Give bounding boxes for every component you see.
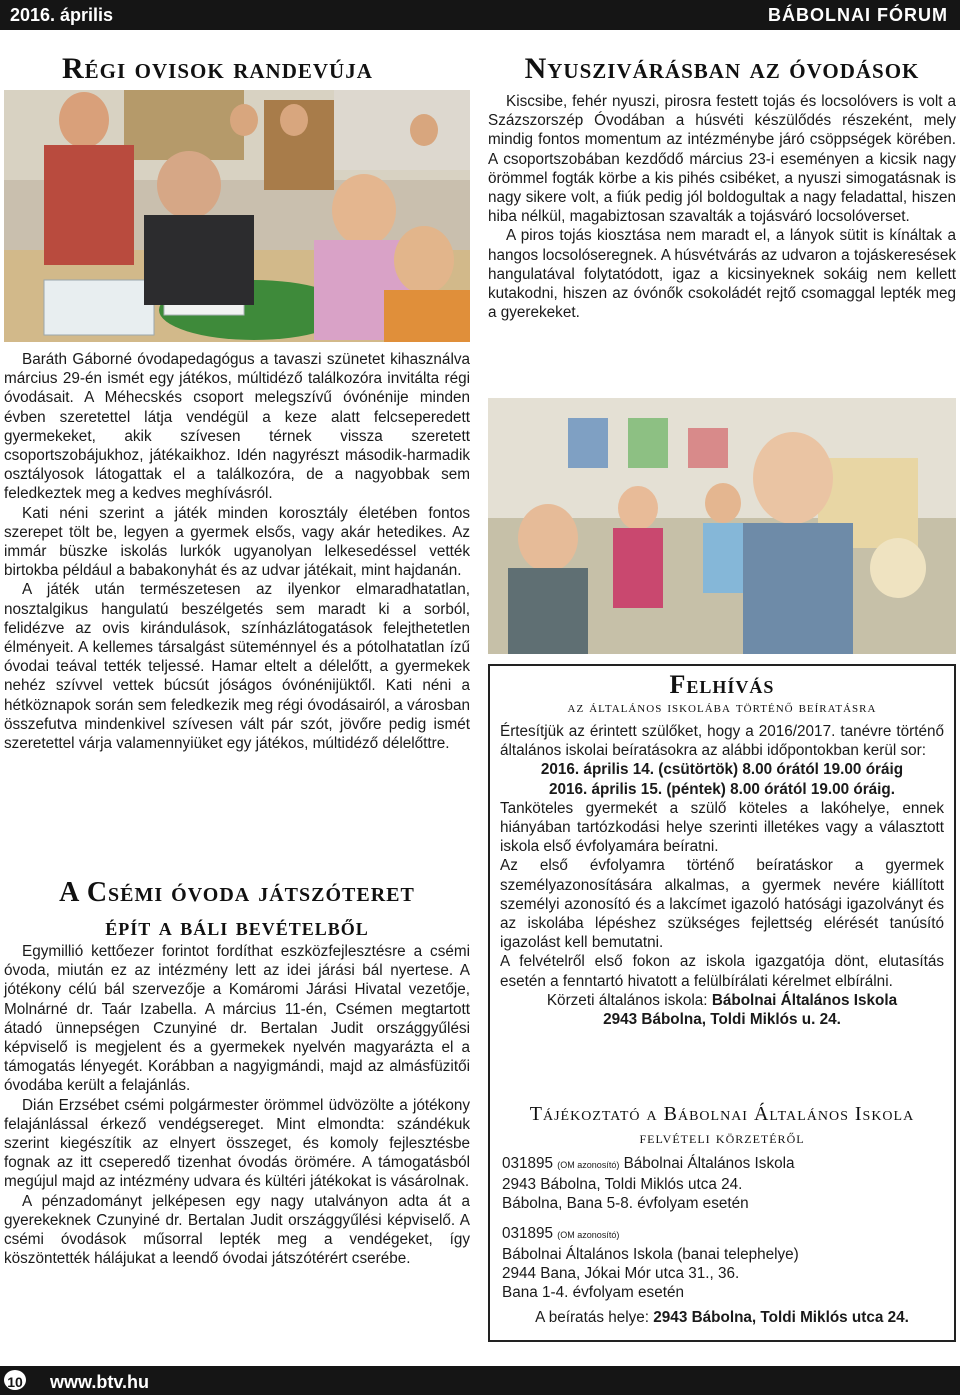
article2-paragraph: Dián Erzsébet csémi polgármester örömmel üdvözölte a jótékony felajánlással érkező vendégsereget. Mint elmondta: szándékuk szerint kiegészítik az elnyert összeget, és komoly fejlesztésbe fognak az itt cseperedő tizenhat óvodás örömére. A támogatásból megújul majd az intézmény udvara és kültéri játékokat is vásárolnak.: [4, 1096, 470, 1191]
district-school-line: [500, 991, 944, 1010]
article1-title: Régi ovisok randevúja: [62, 52, 373, 85]
venue-line: [502, 1308, 942, 1327]
school2-id-line: [502, 1224, 942, 1245]
article3-title: Nyuszivárásban az óvodások: [524, 52, 920, 85]
article2-title-line1: A Csémi óvoda játszóteret: [59, 877, 415, 908]
school1-id-note: (OM azonosító): [557, 1160, 620, 1170]
info-title: Tájékoztató a Bábolnai Általános Iskola: [529, 1103, 915, 1125]
article2-paragraph: Egymillió kettőezer forintot fordíthat eszközfejlesztésre a csémi óvoda, miután ez az intézmény lett az idei járási bál nyertese. A jótékony célú bál szervezője a Komáromi Járási Hivatal vezetője, Molnárné dr. Taár Izabella. A március 11-én, Csémen megtartott átadó ünnepségen Czunyiné dr. Bertalan Judit országgyűlési képviselő is megjelent és a gyermekek nyelvén magyarázta el a támogatás lényegét. Korábban a nagyigmándi, majd az almásfüzitői óvodába került a felajánlás.: [4, 943, 470, 1095]
notice-paragraph: Az első évfolyamra történő beíratáskor a gyermek személyazonosítására alkalmas, a gyermek nevére kiállított személyi azonosító és a lakcímet igazoló hatósági igazolványt és az iskolába lépéshez szükséges fejlettség elérését tanúsító igazolást kell bemutatni.: [500, 857, 944, 952]
school1-id-line: [502, 1154, 942, 1175]
info-subtitle: felvételi körzetéről: [639, 1128, 805, 1147]
notice-date-1: 2016. április 14. (csütörtök) 8.00 órától 19.00 óráig: [540, 761, 904, 779]
venue-label: A beíratás helye:: [535, 1309, 654, 1327]
school1-id: 031895: [502, 1155, 554, 1172]
article1-paragraph: Baráth Gáborné óvodapedagógus a tavaszi szünetet kihasználva március 29-én ismét egy játékos, múltidéző találkozóra invitálta régi óvodásait. A Méhecskés csoport melegszívű óvónénije minden évben szeretettel látja vendégül a keze alatt felcseperedett gyermekeket, akik szívesen térnek vissza szeretett csoportszobájukhoz, játékaikhoz. Idén nagyrészt második-harmadik osztályosok látogattak el a találkozóra, de a nagyobbak sem feledkeztek meg a kedves meghívásról.: [4, 351, 470, 503]
page-number: 10: [2, 1368, 28, 1392]
district-school: Bábolnai Általános Iskola: [711, 991, 898, 1009]
article3-paragraph: Kiscsibe, fehér nyuszi, pirosra festett tojás és locsolóvers is volt a Százszorszép Óvodában a húsvéti készülődés részeként, mely mindig fontos momentum az intézménybe járó csöppségek körében. A csoportszobában kezdődő március 23-i eseményen a kicsik nagy örömmel fogták körbe a kis pihés csibéket, a nyuszi simogatásnak is nagy sikere volt, a fiúk pedig jól boldogultak a nagy feladattal, hiszen hiba nélkül, magabiztosan szavalták a tojásváró locsolóverset.: [488, 93, 956, 226]
school2-id-note: (OM azonosító): [557, 1229, 620, 1240]
school1-address: 2943 Bábolna, Toldi Miklós utca 24.: [502, 1176, 743, 1194]
article1-photo: [4, 90, 470, 342]
article3-body: [488, 92, 956, 322]
notice-title: Felhívás: [669, 670, 775, 699]
notice-subtitle: az általános iskolába történő beíratásra: [567, 699, 877, 716]
school2-id: 031895: [502, 1224, 554, 1242]
school2-name: Bábolnai Általános Iskola (banai telephelye): [502, 1245, 799, 1263]
notice-paragraph: Tanköteles gyermekét a szülő köteles a lakóhelye, ennek hiányában tartózkodási helye szerinti illetékes vagy a választott iskola első évfolyamára beíratni.: [500, 799, 944, 856]
article2-title-line2: épít a báli bevételből: [105, 912, 369, 941]
header-bar: [0, 0, 960, 30]
venue: 2943 Bábolna, Toldi Miklós utca 24.: [653, 1309, 909, 1327]
article2-body: [4, 942, 470, 1268]
website-link[interactable]: www.btv.hu: [50, 1372, 149, 1392]
notice-intro: Értesítjük az érintett szülőket, hogy a 2016/2017. tanévre történő általános iskolai beíratásokra az alábbi időpontokban kerül sor:: [500, 723, 944, 760]
article3-photo: [488, 398, 956, 654]
school2-scope: Bana 1-4. évfolyam esetén: [502, 1284, 684, 1302]
district-address: 2943 Bábolna, Toldi Miklós u. 24.: [603, 1011, 841, 1029]
enrollment-notice: [488, 664, 956, 1342]
article2-paragraph: A pénzadományt jelképesen egy nagy utalványon adta át a gyerekeknek Czunyiné dr. Bertalan Judit országgyűlési képviselő. A csémi óvodások műsorral lepték meg a vendégeket, így köszöntették hálájukat a leendő óvodai játszótérért cserébe.: [4, 1192, 470, 1268]
article1-body: [4, 350, 470, 753]
article3-paragraph: A piros tojás kiosztása nem maradt el, a lányok sütit is kínáltak a hangos locsolóseregnek. A húsvétvárás az udvaron a tojáskeresések hangulatával folytatódott, igaz a kicsinyeknek sokáig nem kellett kutakodni, hiszen az óvónők csokoládét rejtő csomaggal lepték meg a gyerekeket.: [488, 227, 956, 322]
school2-address: 2944 Bana, Jókai Mór utca 31., 36.: [502, 1265, 740, 1283]
district-label: Körzeti általános iskola:: [546, 991, 712, 1009]
publication-title: BÁBOLNAI FÓRUM: [768, 5, 948, 25]
issue-date: 2016. április: [10, 5, 114, 25]
school1-scope: Bábolna, Bana 5-8. évfolyam esetén: [502, 1195, 749, 1213]
notice-date-2: 2016. április 15. (péntek) 8.00 órától 19.00 óráig.: [548, 780, 896, 798]
article1-paragraph: A játék után természetesen az ilyenkor elmaradhatatlan, nosztalgikus hangulatú beszélgetés sem maradt ki a sorból, felidézve az ovis kirándulások, színházlátogatások felejthetetlen élményeit. A kellemes társalgást süteménnyel és a pótolhatatlan ízű óvodai teával tették teljessé. Hamar eltelt a délelőtt, a gyermekek nehéz szívvel vettek búcsút jóságos óvónénijüktől. Kati néni a hétköznapok során sem feledkezik meg régi óvodásairól, a városban összefutva mindenkivel szívesen vált pár szót, jövőre pedig ismét szeretettel várja valamennyiüket egy játékos, múltidéző délelőttre.: [4, 581, 470, 753]
school1-name: Bábolnai Általános Iskola: [623, 1155, 795, 1172]
article1-paragraph: Kati néni szerint a játék minden korosztály életében fontos szerepet tölt be, legyen a gyermek elsős, vagy akár hetedikes. Az immár büszke iskolás lurkók ugyanolyan lelkesedéssel vették birtokba például a babakonyhát és az udvar játékait, mint hajdanán.: [4, 504, 470, 580]
notice-paragraph: A felvételről első fokon az iskola igazgatója dönt, elutasítás esetén a fenntartó hivatott a felülbírálati kérelmet elbírálni.: [500, 953, 944, 990]
